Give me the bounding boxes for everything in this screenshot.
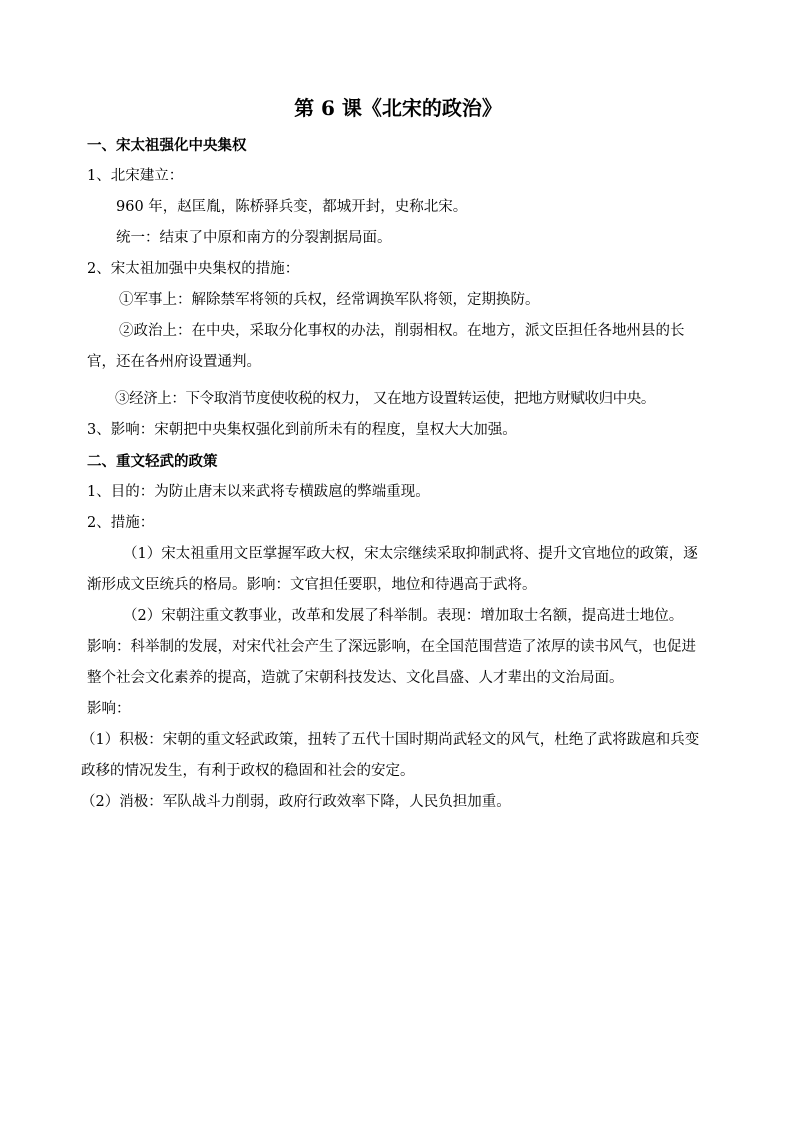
section2-impact: 影响：科举制的发展，对宋代社会产生了深远影响，在全国范围营造了浓厚的读书风气，也促进整个社会文化素养的提高，造就了宋朝科技发达、文化昌盛、人才辈出的文治局面。 [87,639,696,686]
section1-measure-military: ①军事上：解除禁军将领的兵权，经常调换军队将领，定期换防。 [119,292,540,308]
section1-item-2: 2、宋太祖加强中央集权的措施： [87,261,300,277]
section2-impact-negative: （2）消极：军队战斗力削弱，政府行政效率下降，人民负担加重。 [81,794,511,810]
section-heading-1: 一、宋太祖强化中央集权 [87,137,247,154]
section1-item-3: 3、影响：宋朝把中央集权强化到前所未有的程度，皇权大大加强。 [87,422,517,438]
document-page [81,92,709,818]
section1-item-1-line-1: 960 年，赵匡胤，陈桥驿兵变，都城开封，史称北宋。 [116,199,468,215]
section1-measure-economic: ③经济上：下令取消节度使收税的权力， 又在地方设置转运使，把地方财赋收归中央。 [115,391,656,407]
section2-impact-label: 影响： [87,701,131,717]
section2-item-1: 1、目的：为防止唐末以来武将专横跋扈的弊端重现。 [87,484,430,500]
section2-item-2: 2、措施： [87,515,155,531]
section1-measure-political: ②政治上：在中央，采取分化事权的办法，削弱相权。在地方，派文臣担任各地州县的长官，还在各州府设置通判。 [87,323,685,370]
section2-measure-2: （2）宋朝注重文教事业，改革和发展了科举制。表现：增加取士名额，提高进士地位。 [123,608,684,624]
section2-impact-positive: （1）积极：宋朝的重文轻武政策，扭转了五代十国时期尚武轻文的风气，杜绝了武将跋扈和兵变政移的情况发生，有利于政权的稳固和社会的安定。 [81,732,700,779]
section-heading-2: 二、重文轻武的政策 [87,453,218,470]
section1-item-1: 1、北宋建立： [87,168,184,184]
page-title: 第 6 课《北宋的政治》 [294,96,502,120]
section2-measure-1: （1）宋太祖重用文臣掌握军政大权，宋太宗继续采取抑制武将、提升文官地位的政策，逐渐形成文臣统兵的格局。影响：文官担任要职，地位和待遇高于武将。 [87,546,698,593]
section1-item-1-line-2: 统一：结束了中原和南方的分裂割据局面。 [116,230,392,246]
